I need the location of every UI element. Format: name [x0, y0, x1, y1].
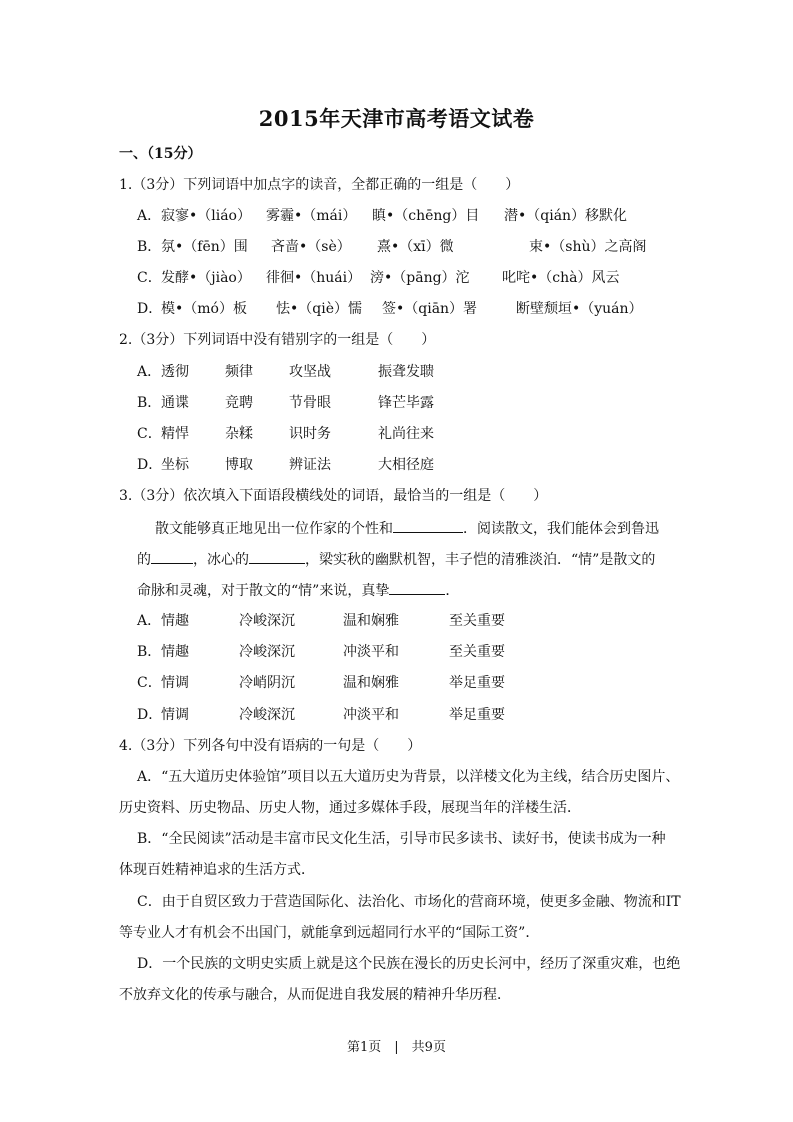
option-label: D． [137, 707, 163, 723]
option-item: 冷峻深沉 [239, 644, 295, 660]
option-item: 冷峭阴沉 [239, 675, 295, 691]
page-footer: 第1页 | 共9页 [347, 1040, 446, 1055]
question-4-option-d-line-1: D．一个民族的文明史实质上就是这个民族在漫长的历史长河中，经历了深重灾难，也绝 [137, 956, 681, 972]
option-item: 温和娴雅 [343, 675, 399, 691]
option-item: 吝啬•（sè） [271, 239, 351, 255]
option-item: 温和娴雅 [343, 613, 399, 629]
option-label: B． [137, 239, 162, 255]
option-item: 寂寥•（liáo） [161, 208, 251, 224]
exam-title: 2015年天津市高考语文试卷 [258, 106, 535, 131]
option-item: 坐标 [161, 457, 189, 473]
passage-text: ，冰心的 [193, 552, 249, 568]
question-4-option-a-line-1: A．“五大道历史体验馆”项目以五大道历史为背景，以洋楼文化为主线，结合历史图片、 [137, 769, 680, 785]
question-4-stem: 4.（3分）下列各句中没有语病的一句是（ ） [119, 738, 422, 754]
passage-line-2 [137, 549, 655, 570]
option-label: A． [137, 364, 162, 380]
option-item: 冲淡平和 [343, 644, 399, 660]
option-label: C． [137, 426, 162, 442]
passage-text: 命脉和灵魂，对于散文的“情”来说，真挚 [137, 583, 390, 599]
option-item: 熹•（xī）微 [377, 239, 454, 255]
option-item: 氛•（fēn）围 [161, 239, 248, 255]
option-item: 瞋•（chēng）目 [372, 208, 480, 224]
fill-blank-3 [249, 549, 305, 564]
option-item: 节骨眼 [289, 395, 331, 411]
option-label: A． [137, 208, 162, 224]
option-item: 签•（qiān）署 [382, 301, 478, 317]
option-item: 发酵•（jiào） [161, 270, 251, 286]
option-item: 情调 [161, 675, 189, 691]
option-label: D． [137, 301, 163, 317]
question-4-option-c-line-2: 等专业人才有机会不出国门，就能拿到远超同行水平的“国际工资”． [119, 925, 540, 941]
option-item: 冷峻深沉 [239, 613, 295, 629]
option-item: 潜•（qián）移默化 [504, 208, 628, 224]
option-item: 透彻 [161, 364, 189, 380]
option-label: C． [137, 270, 162, 286]
option-item: 识时务 [289, 426, 331, 442]
passage-text: ，梁实秋的幽默机智，丰子恺的清雅淡泊．“情”是散文的 [305, 552, 656, 568]
option-item: 情趣 [161, 613, 189, 629]
question-2-stem: 2.（3分）下列词语中没有错别字的一组是（ ） [119, 332, 436, 348]
passage-line-1 [155, 518, 659, 539]
option-item: 举足重要 [449, 707, 505, 723]
fill-blank-4 [389, 580, 445, 595]
passage-line-3 [137, 580, 459, 601]
option-item: 叱咤•（chà）风云 [502, 270, 620, 286]
option-label: A． [137, 613, 162, 629]
option-item: 礼尚往来 [378, 426, 434, 442]
option-item: 冲淡平和 [343, 707, 399, 723]
option-item: 雾霾•（mái） [266, 208, 357, 224]
option-label: D． [137, 457, 163, 473]
fill-blank-1 [393, 518, 463, 533]
question-3-stem: 3.（3分）依次填入下面语段横线处的词语，最恰当的一组是（ ） [119, 488, 548, 504]
section-heading: 一、（15分） [119, 146, 202, 162]
question-4-option-b-line-2: 体现百姓精神追求的生活方式． [119, 862, 315, 878]
option-item: 冷峻深沉 [239, 707, 295, 723]
option-item: 振聋发聩 [378, 364, 434, 380]
option-item: 情调 [161, 707, 189, 723]
option-item: 滂•（pāng）沱 [370, 270, 470, 286]
option-item: 束•（shù）之高阁 [529, 239, 647, 255]
option-label: C． [137, 675, 162, 691]
question-4-option-b-line-1: B．“全民阅读”活动是丰富市民文化生活，引导市民多读书、读好书，使读书成为一种 [137, 831, 666, 847]
passage-text: ．阅读散文，我们能体会到鲁迅 [463, 521, 659, 537]
option-item: 至关重要 [449, 644, 505, 660]
passage-text: 的 [137, 552, 151, 568]
option-item: 情趣 [161, 644, 189, 660]
passage-text: 散文能够真正地见出一位作家的个性和 [155, 521, 393, 537]
option-item: 模•（mó）板 [161, 301, 247, 317]
question-4-option-c-line-1: C．由于自贸区致力于营造国际化、法治化、市场化的营商环境，使更多金融、物流和IT [137, 894, 681, 910]
passage-text: ． [445, 583, 460, 599]
option-item: 攻坚战 [289, 364, 331, 380]
option-item: 徘徊•（huái） [266, 270, 362, 286]
option-item: 博取 [225, 457, 253, 473]
option-item: 锋芒毕露 [378, 395, 434, 411]
option-item: 怯•（qiè）懦 [276, 301, 362, 317]
option-item: 辨证法 [289, 457, 331, 473]
option-label: B． [137, 395, 162, 411]
option-label: B． [137, 644, 162, 660]
option-item: 至关重要 [449, 613, 505, 629]
option-item: 精悍 [161, 426, 189, 442]
option-item: 杂糅 [225, 426, 253, 442]
option-item: 频律 [225, 364, 253, 380]
option-item: 通谍 [161, 395, 189, 411]
option-item: 举足重要 [449, 675, 505, 691]
option-item: 断壁颓垣•（yuán） [516, 301, 643, 317]
question-4-option-a-line-2: 历史资料、历史物品、历史人物，通过多媒体手段，展现当年的洋楼生活． [119, 800, 581, 816]
question-4-option-d-line-2: 不放弃文化的传承与融合，从而促进自我发展的精神升华历程． [119, 987, 511, 1003]
option-item: 竞聘 [225, 395, 253, 411]
option-item: 大相径庭 [378, 457, 434, 473]
fill-blank-2 [151, 549, 193, 564]
question-1-stem: 1.（3分）下列词语中加点字的读音，全都正确的一组是（ ） [119, 177, 520, 193]
